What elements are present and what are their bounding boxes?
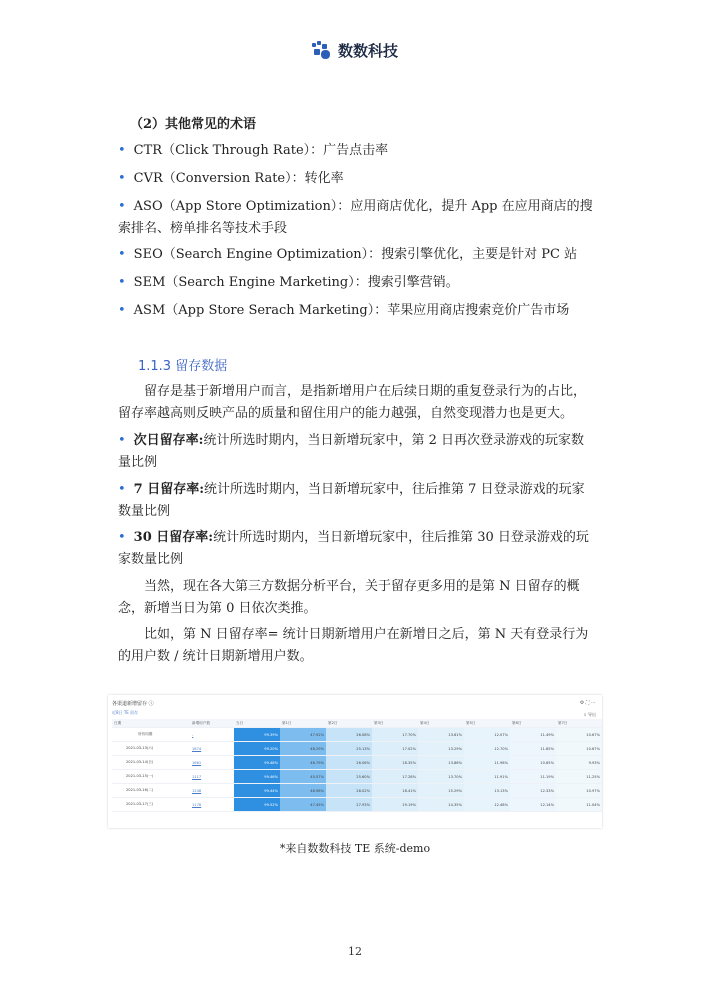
retention-cell: 12.48% bbox=[464, 798, 510, 812]
retention-cell: 11.19% bbox=[510, 770, 556, 784]
row-date[interactable]: 2021-03-15(一) bbox=[112, 770, 190, 784]
bullet-day1: • 次日留存率:统计所选时期内，当日新增玩家中，第 2 日再次登录游戏的玩家数量比例 bbox=[118, 433, 585, 470]
retention-cell: 11.25% bbox=[556, 770, 602, 784]
row-date[interactable]: 2021-03-17(三) bbox=[112, 798, 190, 812]
retention-cell: 18.35% bbox=[372, 756, 418, 770]
window-controls bbox=[580, 700, 596, 706]
term-sem: • SEM（Search Engine Marketing）：搜索引擎营销。 bbox=[118, 275, 459, 290]
retention-cell: 17.28% bbox=[372, 770, 418, 784]
section-title: 1.1.3 留存数据 bbox=[138, 359, 228, 374]
retention-table bbox=[112, 719, 602, 812]
retention-cell: 28.02% bbox=[326, 784, 372, 798]
retention-cell: 99.20% bbox=[234, 742, 280, 756]
retention-cell: 14.35% bbox=[418, 798, 464, 812]
retention-cell: 99.39% bbox=[234, 728, 280, 742]
retention-cell: 10.67% bbox=[556, 742, 602, 756]
retention-cell: 26.06% bbox=[326, 756, 372, 770]
retention-cell: 10.65% bbox=[510, 756, 556, 770]
row-new-users[interactable]: 1178 bbox=[190, 798, 234, 812]
retention-cell: 17.02% bbox=[372, 742, 418, 756]
retention-cell: 99.44% bbox=[234, 784, 280, 798]
retention-cell: 18.41% bbox=[372, 784, 418, 798]
retention-cell: 26.08% bbox=[326, 728, 372, 742]
terms-heading: （2）其他常见的术语 bbox=[130, 117, 257, 132]
table-row bbox=[112, 756, 602, 770]
retention-cell: 11.49% bbox=[510, 728, 556, 742]
retention-cell: 13.13% bbox=[464, 784, 510, 798]
paragraph-intro: 留存是基于新增用户而言，是指新增用户在后续日期的重复登录行为的占比，留存率越高则反映产品的质量和留住用户的能力越强，自然变现潜力也是更大。 bbox=[118, 384, 587, 421]
retention-cell: 12.70% bbox=[464, 742, 510, 756]
retention-cell: 11.91% bbox=[464, 770, 510, 784]
screenshot-title: 各渠道新增留存 ⓘ bbox=[112, 701, 154, 707]
term-cvr: • CVR（Conversion Rate）：转化率 bbox=[118, 171, 344, 186]
retention-cell: 48.96% bbox=[280, 784, 326, 798]
column-header: 第2日 bbox=[326, 719, 372, 728]
brand-name: 数数科技 bbox=[337, 42, 398, 60]
bullet-day30: • 30 日留存率:统计所选时期内，当日新增玩家中，往后推第 30 日登录游戏的玩家数量比例 bbox=[118, 530, 589, 567]
table-row bbox=[112, 798, 602, 812]
screenshot-subtitle: 近8日 TE 留存 bbox=[112, 710, 139, 715]
retention-cell: 48.29% bbox=[280, 742, 326, 756]
logo-icon bbox=[312, 41, 332, 61]
retention-cell: 11.98% bbox=[464, 756, 510, 770]
more-icon: ⋯ bbox=[591, 700, 596, 706]
retention-cell: 10.67% bbox=[556, 728, 602, 742]
retention-cell: 25.60% bbox=[326, 770, 372, 784]
row-new-users: - bbox=[190, 728, 234, 742]
retention-cell: 99.48% bbox=[234, 756, 280, 770]
retention-cell: 17.70% bbox=[372, 728, 418, 742]
retention-cell: 47.92% bbox=[280, 728, 326, 742]
column-header: 第7日 bbox=[556, 719, 602, 728]
column-header: 第4日 bbox=[418, 719, 464, 728]
column-header: 第5日 bbox=[464, 719, 510, 728]
term-seo: • SEO（Search Engine Optimization）：搜索引擎优化，主要是针对 PC 站 bbox=[118, 247, 578, 262]
retention-cell: 25.13% bbox=[326, 742, 372, 756]
row-new-users[interactable]: 1661 bbox=[190, 756, 234, 770]
retention-cell: 11.85% bbox=[510, 742, 556, 756]
row-date[interactable]: 所有同期 bbox=[112, 728, 190, 742]
column-header: 日期 bbox=[112, 719, 190, 728]
row-date[interactable]: 2021-03-13(六) bbox=[112, 742, 190, 756]
retention-cell: 27.93% bbox=[326, 798, 372, 812]
paragraph-formula: 比如，第 N 日留存率= 统计日期新增用户在新增日之后，第 N 天有登录行为的用户数 / 统计日期新增用户数。 bbox=[118, 627, 589, 664]
column-header: 第3日 bbox=[372, 719, 418, 728]
retention-cell: 45.57% bbox=[280, 770, 326, 784]
table-row bbox=[112, 770, 602, 784]
bullet-day7: • 7 日留存率:统计所选时期内，当日新增玩家中，往后推第 7 日登录游戏的玩家数量比例 bbox=[118, 482, 585, 519]
page-header bbox=[0, 40, 710, 61]
table-row bbox=[112, 728, 602, 742]
term-asm: • ASM（App Store Serach Marketing）：苹果应用商店搜索竞价广告市场 bbox=[118, 303, 570, 318]
table-header-row bbox=[112, 719, 602, 728]
retention-table-screenshot bbox=[108, 695, 602, 828]
row-new-users[interactable]: 1117 bbox=[190, 770, 234, 784]
retention-cell: 13.86% bbox=[418, 756, 464, 770]
column-header: 新增用户数 bbox=[190, 719, 234, 728]
row-date[interactable]: 2021-03-14(日) bbox=[112, 756, 190, 770]
retention-cell: 13.70% bbox=[418, 770, 464, 784]
retention-cell: 10.97% bbox=[556, 784, 602, 798]
retention-cell: 12.33% bbox=[510, 784, 556, 798]
settings-icon: ⚙ bbox=[579, 700, 585, 706]
row-date[interactable]: 2021-03-16(二) bbox=[112, 784, 190, 798]
page-number: 12 bbox=[348, 945, 362, 958]
retention-cell: 13.29% bbox=[418, 742, 464, 756]
table-row bbox=[112, 784, 602, 798]
retention-cell: 19.19% bbox=[372, 798, 418, 812]
retention-cell: 12.07% bbox=[464, 728, 510, 742]
paragraph-nth-day: 当然，现在各大第三方数据分析平台，关于留存更多用的是第 N 日留存的概念，新增当日为第 0 日依次类推。 bbox=[118, 579, 580, 616]
table-row bbox=[112, 742, 602, 756]
retention-cell: 46.79% bbox=[280, 756, 326, 770]
export-link: ⇩ 导出 bbox=[583, 712, 596, 717]
column-header: 第1日 bbox=[280, 719, 326, 728]
retention-cell: 99.46% bbox=[234, 770, 280, 784]
info-icon: ⓘ bbox=[148, 701, 154, 707]
retention-cell: 9.93% bbox=[556, 756, 602, 770]
retention-cell: 11.04% bbox=[556, 798, 602, 812]
term-aso: • ASO（App Store Optimization）：应用商店优化，提升 App 在应用商店的搜索排名、榜单排名等技术手段 bbox=[118, 199, 593, 236]
term-ctr: • CTR（Click Through Rate）：广告点击率 bbox=[118, 143, 389, 158]
figure-caption: *来自数数科技 TE 系统-demo bbox=[279, 842, 431, 855]
download-icon: ⇩ bbox=[583, 712, 587, 717]
retention-cell: 99.52% bbox=[234, 798, 280, 812]
column-header: 第6日 bbox=[510, 719, 556, 728]
retention-cell: 15.29% bbox=[418, 784, 464, 798]
row-new-users[interactable]: 1874 bbox=[190, 742, 234, 756]
column-header: 当日 bbox=[234, 719, 280, 728]
row-new-users[interactable]: 1248 bbox=[190, 784, 234, 798]
retention-cell: 12.14% bbox=[510, 798, 556, 812]
expand-icon: ⛶ bbox=[585, 700, 590, 706]
retention-cell: 13.61% bbox=[418, 728, 464, 742]
retention-cell: 47.45% bbox=[280, 798, 326, 812]
